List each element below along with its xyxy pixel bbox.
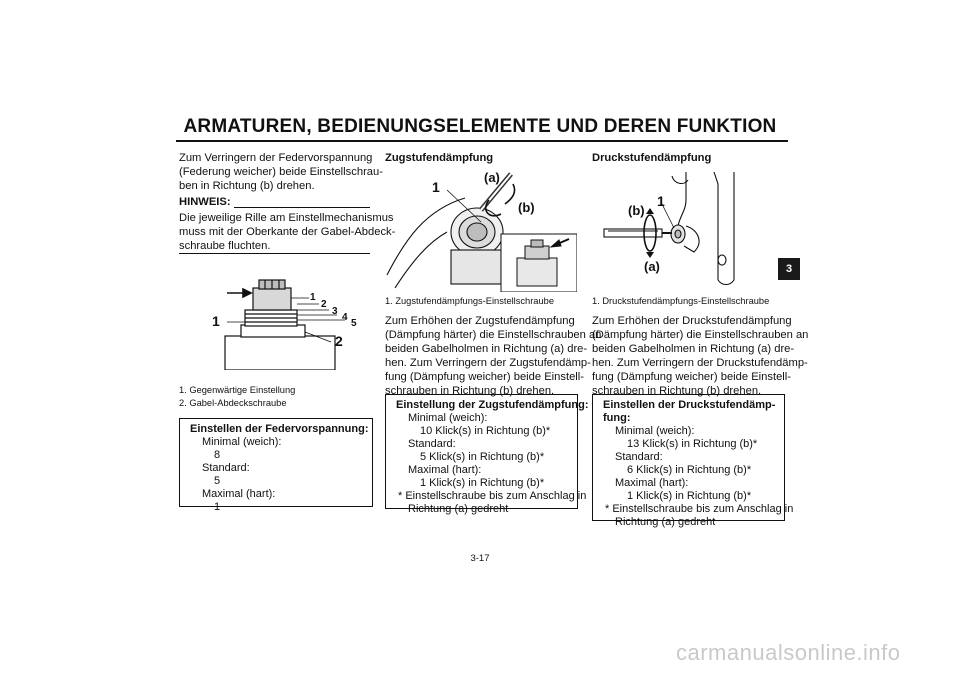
spec-box-title: fung: <box>603 412 631 424</box>
figure-caption: 1. Gegenwärtige Einstellung <box>179 385 296 395</box>
rebound-heading: Zugstufendämpfung <box>385 152 494 164</box>
spec-line: 8 <box>214 449 221 461</box>
spec-line: 1 Klick(s) in Richtung (b)* <box>420 477 545 489</box>
figure-label: (b) <box>628 203 645 218</box>
spec-line: Standard: <box>615 451 663 463</box>
spec-line: 5 Klick(s) in Richtung (b)* <box>420 451 545 463</box>
text-line: Zum Verringern der Federvorspannung <box>179 152 373 164</box>
figure-label: 1 <box>432 179 440 195</box>
preload-adjuster-figure <box>205 270 365 370</box>
figure-caption: 1. Zugstufendämpfungs-Einstellschraube <box>385 296 554 306</box>
watermark: carmanualsonline.info <box>676 640 901 665</box>
rebound-damping-figure <box>385 170 577 292</box>
page-title: ARMATUREN, BEDIENUNGSELEMENTE UND DEREN FUNKTION <box>183 116 777 137</box>
text-line: beiden Gabelholmen in Richtung (a) dre- <box>385 343 588 355</box>
figure-label: 2 <box>321 299 327 310</box>
text-line: (Federung weicher) beide Einstellschrau- <box>179 166 383 178</box>
text-line: Zum Erhöhen der Druckstufendämpfung <box>592 315 792 327</box>
rebound-body-text <box>385 314 601 398</box>
spec-line: 1 <box>214 501 221 513</box>
spec-line: Standard: <box>202 462 250 474</box>
spec-box-compression <box>592 394 794 528</box>
text-line: schraube fluchten. <box>179 240 271 252</box>
spec-line: 13 Klick(s) in Richtung (b)* <box>627 438 758 450</box>
spec-line: Minimal (weich): <box>202 436 282 448</box>
figure-label: 1 <box>212 313 220 329</box>
title-rule <box>176 140 788 142</box>
spec-box-rebound <box>385 394 589 515</box>
spec-footnote: Richtung (a) gedreht <box>615 516 716 528</box>
spec-box-title: Einstellen der Druckstufendämp- <box>603 399 776 411</box>
spec-box-preload <box>179 418 373 513</box>
figure-label: 2 <box>335 333 343 349</box>
compression-damping-figure <box>594 170 774 290</box>
text-line: beiden Gabelholmen in Richtung (a) dre- <box>592 343 795 355</box>
spec-footnote: * Einstellschraube bis zum Anschlag in <box>605 503 794 515</box>
text-line: (Dämpfung härter) die Einstellschrauben an <box>385 329 602 341</box>
note-rule-top <box>234 207 370 208</box>
text-line: hen. Zum Verringern der Zugstufendämp- <box>385 357 591 369</box>
text-line: muss mit der Oberkante der Gabel-Abdeck- <box>179 226 396 238</box>
text-line: Die jeweilige Rille am Einstellmechanismus <box>179 212 394 224</box>
note-heading: HINWEIS: <box>179 196 231 208</box>
chapter-tab: 3 <box>778 258 800 280</box>
spec-line: Maximal (hart): <box>202 488 276 500</box>
text-line: ben in Richtung (b) drehen. <box>179 180 315 192</box>
spec-line: Minimal (weich): <box>615 425 695 437</box>
spec-line: 1 Klick(s) in Richtung (b)* <box>627 490 752 502</box>
spec-box-title: Einstellen der Federvorspannung: <box>190 423 369 435</box>
fork-outline <box>678 172 686 226</box>
figure-label: 4 <box>342 312 348 323</box>
compression-body-text <box>592 314 808 398</box>
figure-label: 1 <box>657 193 665 209</box>
text-line: fung (Dämpfung weicher) beide Einstell- <box>385 371 584 383</box>
spec-line: 6 Klick(s) in Richtung (b)* <box>627 464 752 476</box>
fork-tube <box>714 172 718 280</box>
figure-label: (b) <box>518 200 535 215</box>
text-line: (Dämpfung härter) die Einstellschrauben an <box>592 329 809 341</box>
figure-label: 5 <box>351 318 357 329</box>
figure-label: (a) <box>484 170 500 185</box>
text-line: fung (Dämpfung weicher) beide Einstell- <box>592 371 791 383</box>
intro-text <box>179 151 383 193</box>
figure-label: 1 <box>310 292 316 303</box>
spec-line: 5 <box>214 475 221 487</box>
spec-line: Minimal (weich): <box>408 412 488 424</box>
text-line: Zum Erhöhen der Zugstufendämpfung <box>385 315 575 327</box>
text-line: hen. Zum Verringern der Druckstufendämp- <box>592 357 808 369</box>
spec-line: Maximal (hart): <box>408 464 482 476</box>
spec-box-title: Einstellung der Zugstufendämpfung: <box>396 399 589 411</box>
spec-footnote: * Einstellschraube bis zum Anschlag in <box>398 490 587 502</box>
note-rule-bottom <box>179 253 370 254</box>
screwdriver-icon <box>604 229 672 237</box>
figure-label: (a) <box>644 259 660 274</box>
spec-line: Maximal (hart): <box>615 477 689 489</box>
figure-caption: 2. Gabel-Abdeckschraube <box>179 398 287 408</box>
compression-heading: Druckstufendämpfung <box>592 152 712 164</box>
figure-caption: 1. Druckstufendämpfungs-Einstellschraube <box>592 296 770 306</box>
spec-footnote: Richtung (a) gedreht <box>408 503 509 515</box>
arrow-icon <box>227 289 251 297</box>
figure-label: 3 <box>332 306 338 317</box>
spec-line: 10 Klick(s) in Richtung (b)* <box>420 425 551 437</box>
text-line: schrauben in Richtung (b) drehen. <box>385 385 555 397</box>
note-text <box>179 211 395 253</box>
text-line: schrauben in Richtung (b) drehen. <box>592 385 762 397</box>
spec-line: Standard: <box>408 438 456 450</box>
page-number: 3-17 <box>470 553 490 564</box>
detail-inset <box>501 234 577 292</box>
